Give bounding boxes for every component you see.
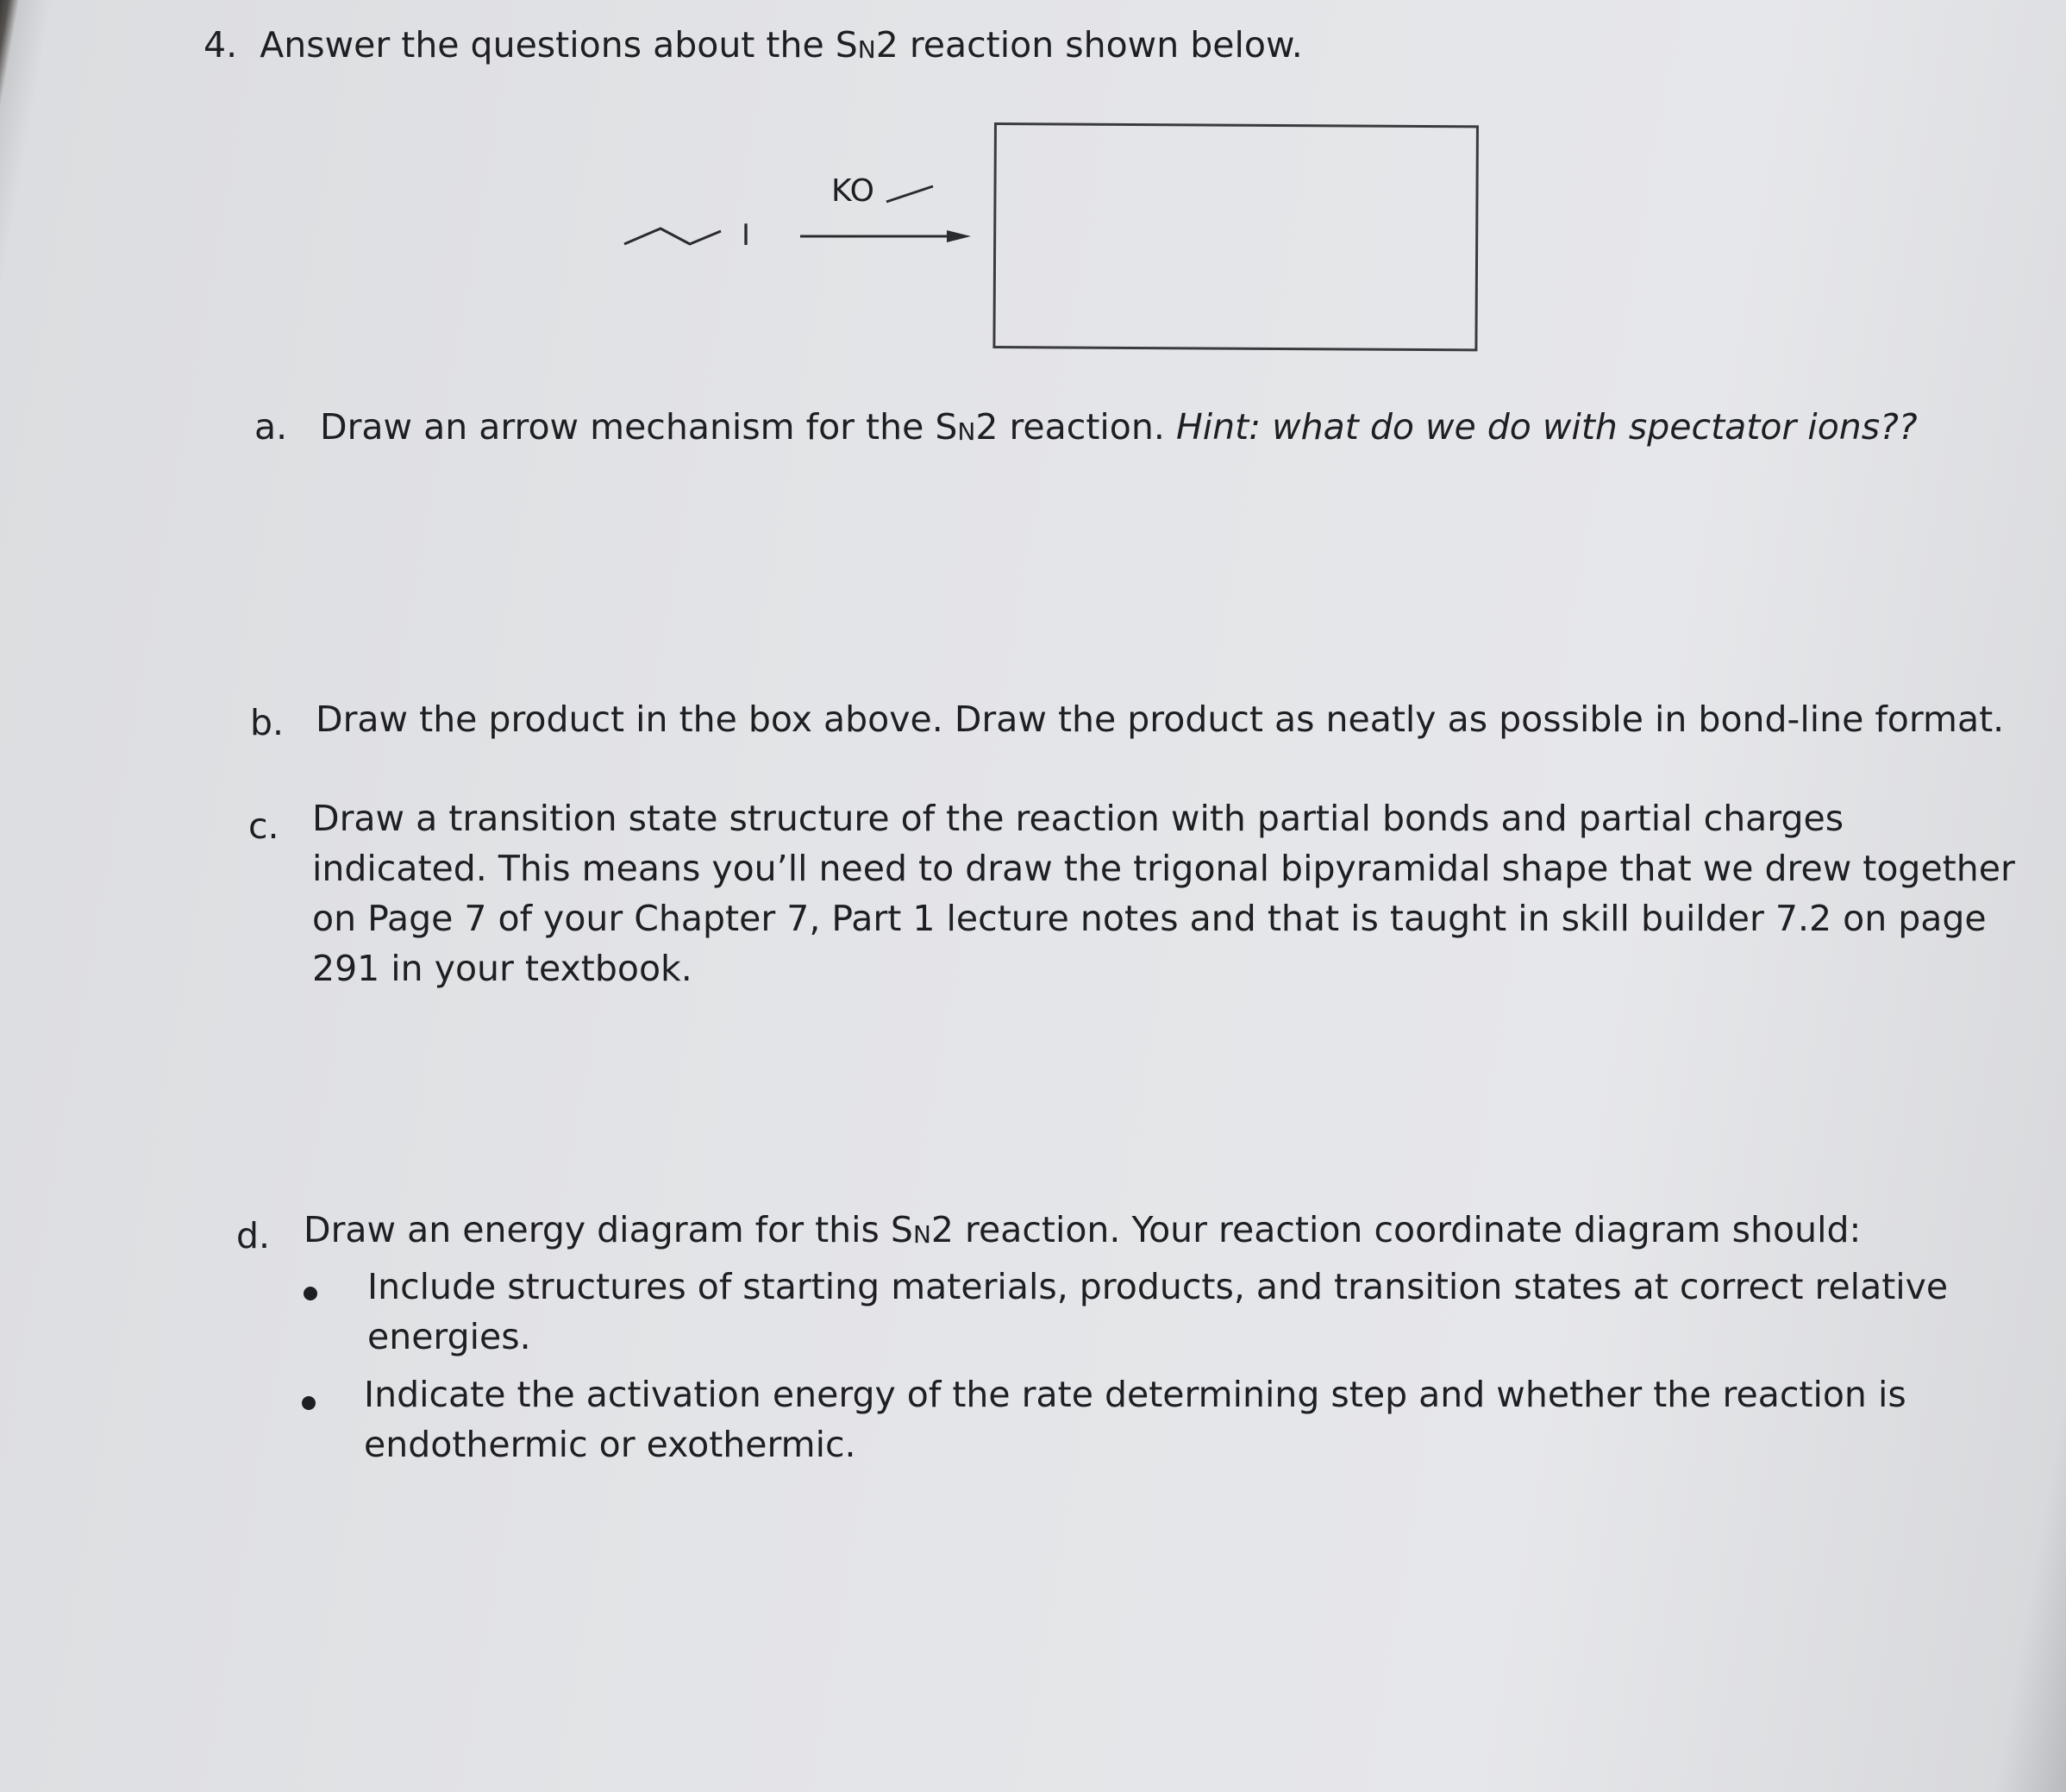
part-d-bullet-2 — [364, 1369, 1906, 1469]
part-a-label: a. — [254, 406, 288, 448]
part-d-text-after: 2 reaction. Your reaction coordinate diagram should: — [930, 1209, 1862, 1250]
part-c-line: indicated. This means you’ll need to draw the trigonal bipyramidal shape that we drew together — [312, 848, 2015, 889]
substrate-skeleton — [624, 229, 721, 244]
part-d-text — [304, 1206, 1861, 1255]
product-answer-box[interactable] — [992, 122, 1479, 351]
bullet-line: Indicate the activation energy of the rate determining step and whether the reaction is — [364, 1374, 1906, 1415]
substrate-iodine-label: I — [741, 218, 751, 253]
part-b-label: b. — [250, 702, 285, 743]
bullet-dot — [302, 1396, 316, 1410]
part-a-text-before: Draw an arrow mechanism for the S — [320, 406, 958, 448]
reaction-arrow-head — [947, 230, 971, 242]
part-d-label: d. — [236, 1215, 271, 1256]
part-d-subscript: N — [912, 1220, 931, 1249]
question-heading — [203, 21, 1303, 70]
bullet-line: endothermic or exothermic. — [364, 1424, 856, 1465]
part-c-paragraph — [312, 793, 2015, 993]
reagent-label: KO — [831, 173, 874, 209]
part-c-line: Draw a transition state structure of the reaction with partial bonds and partial charges — [312, 798, 1844, 839]
part-d-bullet-1 — [367, 1262, 1948, 1362]
question-text-after: 2 reaction shown below. — [875, 24, 1303, 66]
question-number: 4. — [203, 24, 238, 66]
part-c-line: 291 in your textbook. — [312, 948, 692, 989]
bullet-line: Include structures of starting materials, products, and transition states at correct relative — [367, 1266, 1949, 1307]
reagent-methyl-bond — [883, 178, 943, 212]
part-a-subscript: N — [957, 417, 976, 446]
question-text-before: Answer the questions about the S — [260, 24, 858, 66]
part-b-text: Draw the product in the box above. Draw the product as neatly as possible in bond-line format. — [316, 699, 2005, 740]
part-a-hint: Hint: what do we do with spectator ions?? — [1175, 406, 1918, 448]
part-a-text-after: 2 reaction. — [975, 406, 1176, 448]
question-subscript: N — [857, 35, 876, 64]
part-c-line: on Page 7 of your Chapter 7, Part 1 lecture notes and that is taught in skill builder 7.2 on page — [312, 898, 1987, 939]
part-c-label: c. — [248, 805, 279, 847]
bullet-dot — [304, 1287, 317, 1300]
part-d-text-before: Draw an energy diagram for this S — [304, 1209, 913, 1250]
part-a-text — [320, 403, 1918, 452]
bullet-line: energies. — [367, 1316, 531, 1357]
